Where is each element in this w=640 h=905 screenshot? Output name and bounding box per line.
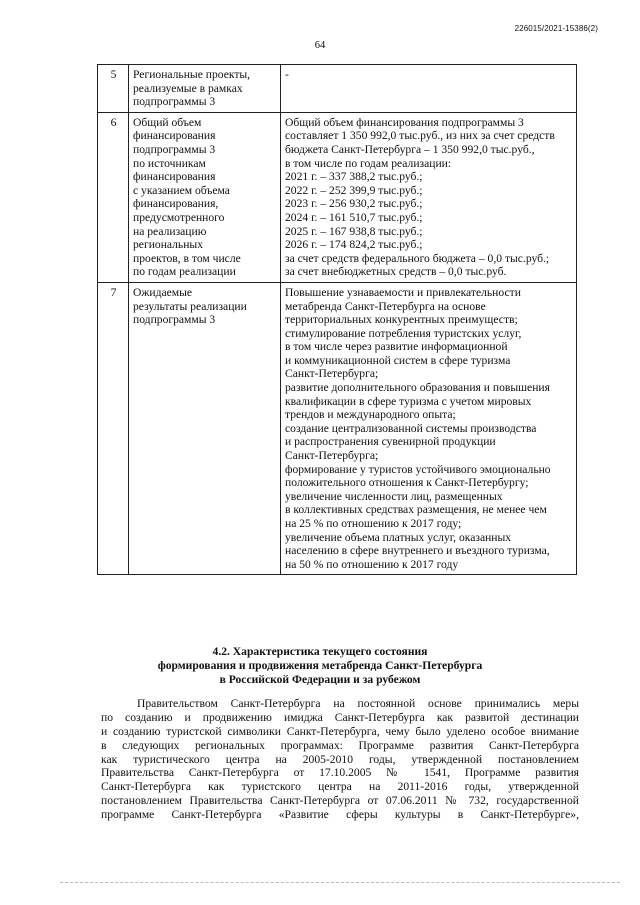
row-value-line: за счет средств федерального бюджета – 0,0 тыс.руб.;: [285, 251, 550, 265]
row-value-line: составляет 1 350 992,0 тыс.руб., из них за счет средств: [285, 129, 555, 143]
row-value-line: 2024 г. – 161 510,7 тыс.руб.;: [285, 210, 423, 224]
paragraph-line: Правительством Санкт-Петербурга на постоянной основе принимались меры: [137, 697, 579, 710]
row-number: 6: [98, 112, 129, 282]
row-value-line: в том числе по годам реализации:: [285, 156, 452, 170]
row-value-line: 2025 г. – 167 938,8 тыс.руб.;: [285, 224, 423, 238]
row-number: 5: [98, 65, 129, 113]
row-name-line: по годам реализации: [133, 265, 236, 279]
row-value-line: в коллективных средствах размещения, не менее чем: [285, 503, 547, 517]
row-value-line: увеличение объема платных услуг, оказанных: [285, 530, 512, 544]
row-name: [129, 282, 281, 574]
document-number: 226015/2021-15386(2): [514, 24, 598, 33]
row-name-line: финансирования: [133, 129, 216, 143]
row-name-line: реализуемые в рамках: [133, 81, 243, 95]
row-value-line: положительного отношения к Санкт-Петербургу;: [285, 476, 529, 490]
paragraph-line: как туристического центра на 2005-2010 годы, утвержденной постановлением: [101, 752, 579, 766]
row-value: [281, 282, 577, 574]
passport-table: [97, 64, 577, 575]
row-value-line: Общий объем финансирования подпрограммы 3: [285, 115, 524, 129]
paragraph-line: Санкт-Петербурга как туристского центра на 2011-2016 годы, утвержденной: [101, 780, 579, 794]
row-name-line: подпрограммы 3: [133, 142, 216, 156]
page-number: 64: [314, 40, 326, 51]
row-value-line: увеличение численности лиц, размещенных: [285, 489, 503, 503]
section-heading: [0, 645, 640, 686]
row-value: [281, 65, 577, 113]
row-value-line: за счет внебюджетных средств – 0,0 тыс.руб.: [285, 265, 507, 279]
row-name-line: на реализацию: [133, 224, 207, 238]
row-value-line: создание централизованной системы производства: [285, 421, 537, 435]
table-row: [98, 282, 577, 574]
table-row: [98, 65, 577, 113]
row-number: 7: [98, 282, 129, 574]
row-value: [281, 112, 577, 282]
row-value-line: на 25 % по отношению к 2017 году;: [285, 517, 462, 530]
row-value-line: -: [285, 68, 289, 81]
row-value-line: 2022 г. – 252 399,9 тыс.руб.;: [285, 183, 423, 197]
row-value-line: Санкт-Петербурга;: [285, 367, 379, 381]
row-value-line: развитие дополнительного образования и повышения: [285, 381, 550, 395]
row-value-line: Повышение узнаваемости и привлекательности: [285, 285, 521, 299]
row-value-line: на 50 % по отношению к 2017 году: [285, 557, 459, 571]
row-value-line: территориальных конкурентных преимуществ;: [285, 313, 518, 327]
heading-line: формирования и продвижения метабренда Санкт-Петербурга: [157, 658, 483, 672]
paragraph-line: в следующих региональных программах: Программе развития Санкт-Петербурга: [101, 738, 579, 752]
row-value-line: стимулирование потребления туристских услуг,: [285, 326, 522, 340]
row-value-line: и распространения сувенирной продукции: [285, 435, 496, 449]
section-paragraph: [101, 697, 579, 822]
row-name-line: проектов, в том числе: [133, 251, 241, 265]
row-name-line: подпрограммы 3: [133, 95, 216, 109]
row-value-line: формирование у туристов устойчивого эмоционально: [285, 462, 551, 476]
row-name: [129, 112, 281, 282]
row-name-line: подпрограммы 3: [133, 313, 216, 327]
heading-line: в Российской Федерации и за рубежом: [219, 672, 421, 686]
row-value-line: Санкт-Петербурга;: [285, 449, 379, 463]
row-value-line: 2023 г. – 256 930,2 тыс.руб.;: [285, 197, 423, 211]
row-name-line: с указанием объема: [133, 183, 230, 197]
scan-edge-line: [60, 882, 620, 883]
row-value-line: 2026 г. – 174 824,2 тыс.руб.;: [285, 238, 423, 252]
heading-line: 4.2. Характеристика текущего состояния: [212, 645, 428, 658]
row-value-line: в том числе через развитие информационной: [285, 340, 508, 354]
row-value-line: метабренда Санкт-Петербурга на основе: [285, 299, 486, 313]
row-name-line: предусмотренного: [133, 210, 225, 224]
row-value-line: населению в сфере внутреннего и въездного туризма,: [285, 544, 550, 558]
paragraph-line: и созданию туристской символики Санкт-Петербурга, чему было уделено особое внимание: [101, 724, 579, 738]
row-name-line: Общий объем: [133, 115, 202, 129]
row-value-line: квалификации в сфере туризма с учетом мировых: [285, 394, 532, 408]
row-name-line: региональных: [133, 238, 204, 252]
row-value-line: трендов и международного опыта;: [285, 408, 456, 422]
row-name-line: финансирования,: [133, 197, 219, 211]
paragraph-line: постановлением Правительства Санкт-Петербурга от 07.06.2011 № 732, государственной: [101, 794, 579, 808]
paragraph-line: по созданию и продвижению имиджа Санкт-Петербурга как развитой дестинации: [101, 710, 579, 724]
row-name-line: по источникам: [133, 156, 206, 170]
row-name-line: результаты реализации: [133, 299, 247, 313]
row-name: [129, 65, 281, 113]
row-value-line: 2021 г. – 337 388,2 тыс.руб.;: [285, 170, 423, 184]
row-value-line: и коммуникационной систем в сфере туризма: [285, 353, 511, 367]
row-name-line: Ожидаемые: [133, 285, 193, 299]
paragraph-line: программе Санкт-Петербурга «Развитие сферы культуры в Санкт-Петербурге»,: [101, 808, 579, 822]
row-name-line: финансирования: [133, 170, 216, 184]
table-row: [98, 112, 577, 282]
paragraph-line: Правительства Санкт-Петербурга от 17.10.2005 № 1541, Программе развития: [101, 766, 579, 780]
row-name-line: Региональные проекты,: [133, 68, 251, 81]
row-value-line: бюджета Санкт-Петербурга – 1 350 992,0 тыс.руб.,: [285, 142, 535, 156]
